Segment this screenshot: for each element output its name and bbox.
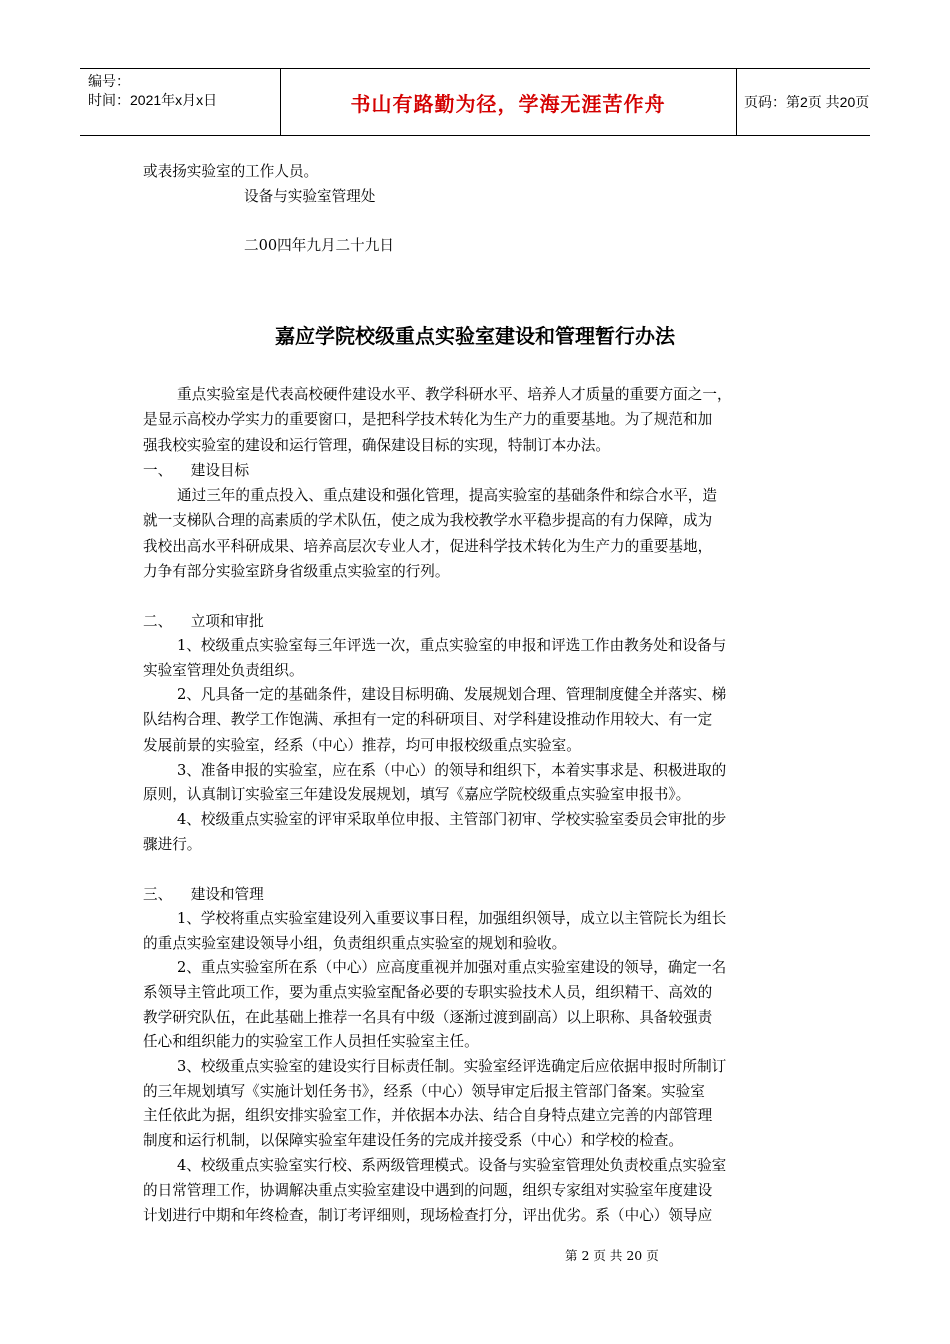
body-line: 系领导主管此项工作，要为重点实验室配备必要的专职实验技术人员，组织精干、高效的 bbox=[143, 984, 713, 1001]
document-time-label: 时间：2021年x月x日 bbox=[88, 92, 218, 108]
body-line: 主任依此为据，组织安排实验室工作，并依据本办法、结合自身特点建立完善的内部管理 bbox=[143, 1107, 713, 1124]
document-number-label: 编号： bbox=[88, 73, 130, 89]
body-line: 3、校级重点实验室的建设实行目标责任制。实验室经评选确定后应依据申报时所制订 bbox=[177, 1058, 727, 1075]
page-footer: 第 2 页 共 20 页 bbox=[565, 1248, 659, 1263]
body-line: 1、校级重点实验室每三年评选一次，重点实验室的申报和评选工作由教务处和设备与 bbox=[177, 637, 727, 654]
body-line: 任心和组织能力的实验室工作人员担任实验室主任。 bbox=[143, 1033, 479, 1050]
body-line: 1、学校将重点实验室建设列入重要议事日程，加强组织领导，成立以主管院长为组长 bbox=[177, 910, 727, 927]
body-line: 2、重点实验室所在系（中心）应高度重视并加强对重点实验室建设的领导，确定一名 bbox=[177, 959, 727, 976]
section-heading: 三、 建设和管理 bbox=[143, 886, 264, 903]
body-line: 就一支梯队合理的高素质的学术队伍，使之成为我校教学水平稳步提高的有力保障，成为 bbox=[143, 512, 713, 529]
body-line: 是显示高校办学实力的重要窗口，是把科学技术转化为生产力的重要基地。为了规范和加 bbox=[143, 411, 713, 428]
header-page-info: 页码：第2页 共20页 bbox=[744, 94, 870, 110]
body-line: 3、准备申报的实验室，应在系（中心）的领导和组织下，本着实事求是、积极进取的 bbox=[177, 762, 727, 779]
body-line: 的三年规划填写《实施计划任务书》，经系（中心）领导审定后报主管部门备案。实验室 bbox=[143, 1083, 705, 1100]
section-heading: 一、 建设目标 bbox=[143, 462, 250, 479]
body-line: 强我校实验室的建设和运行管理，确保建设目标的实现，特制订本办法。 bbox=[143, 437, 611, 454]
body-line: 的重点实验室建设领导小组，负责组织重点实验室的规划和验收。 bbox=[143, 935, 567, 952]
body-line: 4、校级重点实验室的评审采取单位申报、主管部门初审、学校实验室委员会审批的步 bbox=[177, 811, 727, 828]
closing-line: 或表扬实验室的工作人员。 bbox=[143, 163, 319, 180]
document-title: 嘉应学院校级重点实验室建设和管理暂行办法 bbox=[275, 324, 675, 348]
body-line: 通过三年的重点投入、重点建设和强化管理，提高实验室的基础条件和综合水平，造 bbox=[177, 487, 717, 504]
body-line: 2、凡具备一定的基础条件，建设目标明确、发展规划合理、管理制度健全并落实、梯 bbox=[177, 686, 727, 703]
body-line: 实验室管理处负责组织。 bbox=[143, 662, 304, 679]
body-line: 重点实验室是代表高校硬件建设水平、教学科研水平、培养人才质量的重要方面之一， bbox=[177, 386, 732, 403]
header-motto-cell bbox=[280, 69, 737, 135]
signature-department: 设备与实验室管理处 bbox=[244, 188, 376, 205]
header-left-cell bbox=[80, 69, 281, 135]
body-line: 发展前景的实验室，经系（中心）推荐，均可申报校级重点实验室。 bbox=[143, 737, 581, 754]
body-line: 的日常管理工作，协调解决重点实验室建设中遇到的问题，组织专家组对实验室年度建设 bbox=[143, 1182, 713, 1199]
body-line: 4、校级重点实验室实行校、系两级管理模式。设备与实验室管理处负责校重点实验室 bbox=[177, 1157, 727, 1174]
body-line: 计划进行中期和年终检查，制订考评细则，现场检查打分，评出优劣。系（中心）领导应 bbox=[143, 1207, 713, 1224]
body-line: 原则，认真制订实验室三年建设发展规划，填写《嘉应学院校级重点实验室申报书》。 bbox=[143, 786, 691, 803]
body-line: 我校出高水平科研成果、培养高层次专业人才，促进科学技术转化为生产力的重要基地， bbox=[143, 538, 713, 555]
header-page-cell bbox=[736, 69, 870, 135]
body-line: 队结构合理、教学工作饱满、承担有一定的科研项目、对学科建设推动作用较大、有一定 bbox=[143, 711, 713, 728]
section-heading: 二、 立项和审批 bbox=[143, 613, 264, 630]
body-line: 骤进行。 bbox=[143, 836, 202, 853]
signature-date: 二00四年九月二十九日 bbox=[244, 237, 394, 254]
body-line: 教学研究队伍，在此基础上推荐一名具有中级（逐渐过渡到副高）以上职称、具备较强责 bbox=[143, 1009, 713, 1026]
body-line: 制度和运行机制，以保障实验室年建设任务的完成并接受系（中心）和学校的检查。 bbox=[143, 1132, 683, 1149]
body-line: 力争有部分实验室跻身省级重点实验室的行列。 bbox=[143, 563, 450, 580]
header-motto: 书山有路勤为径，学海无涯苦作舟 bbox=[350, 93, 666, 116]
document-header bbox=[80, 68, 870, 136]
